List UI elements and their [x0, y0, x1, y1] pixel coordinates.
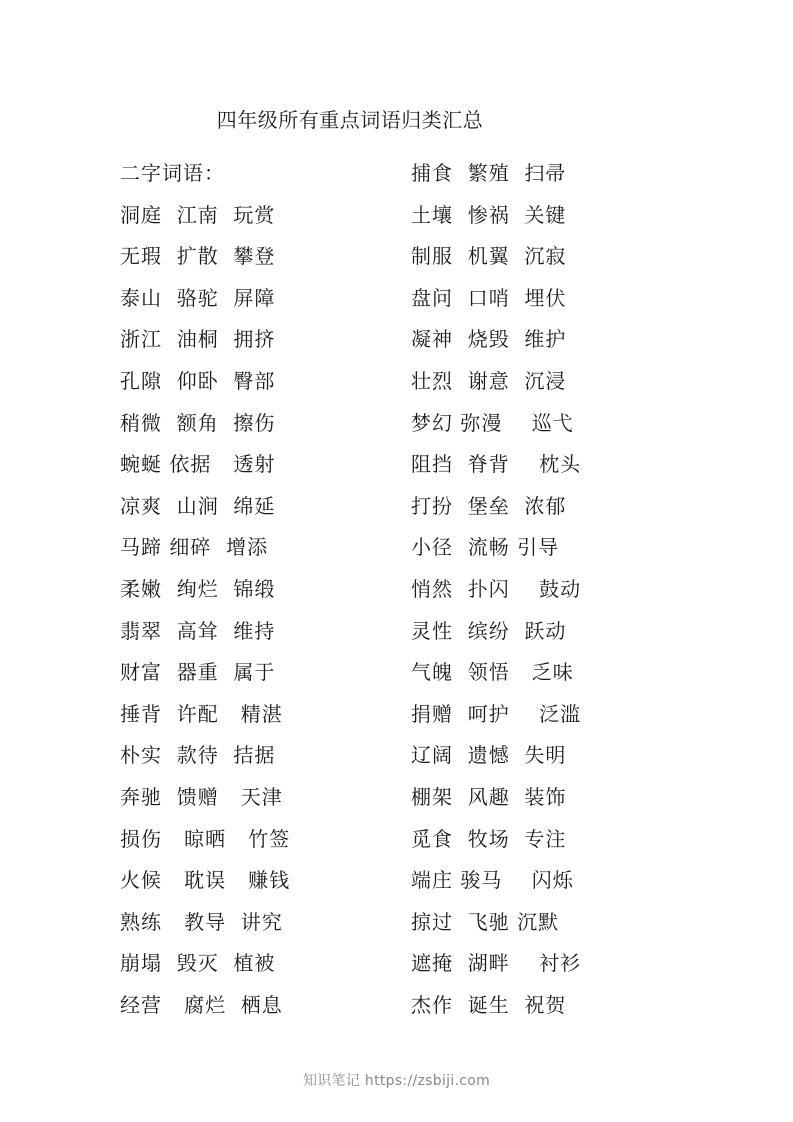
- word-row: 捐赠 呵护 泛滥: [411, 701, 582, 726]
- word-row: 无瑕 扩散 攀登: [120, 244, 276, 269]
- word-row: 壮烈 谢意 沉浸: [411, 368, 567, 393]
- page-title: 四年级所有重点词语归类汇总: [216, 108, 484, 132]
- word-row: 损伤 晾晒 竹签: [120, 826, 291, 851]
- word-row: 觅食 牧场 专注: [411, 826, 567, 851]
- word-row: 阻挡 脊背 枕头: [411, 452, 582, 477]
- section-heading: 二字词语：: [120, 161, 225, 185]
- word-row: 朴实 款待 拮据: [120, 743, 276, 768]
- word-row: 凉爽 山涧 绵延: [120, 493, 276, 518]
- word-row: 气魄 领悟 乏味: [411, 660, 574, 685]
- word-list-right: [411, 155, 581, 1028]
- word-row: 遮掩 湖畔 衬衫: [411, 951, 582, 976]
- footer-watermark: 知识笔记 https://zsbiji.com: [302, 1073, 491, 1089]
- word-row: 端庄 骏马 闪烁: [411, 868, 574, 893]
- word-row: 掠过 飞驰 沉默: [411, 909, 560, 934]
- word-row: 捕食 繁殖 扫帚: [411, 161, 567, 185]
- word-row: 辽阔 遗憾 失明: [411, 743, 567, 768]
- word-row: 马蹄 细碎 增添: [120, 535, 269, 560]
- word-row: 土壤 惨祸 关键: [411, 202, 567, 227]
- word-row: 杰作 诞生 祝贺: [411, 992, 567, 1017]
- word-row: 柔嫩 绚烂 锦缎: [120, 576, 276, 601]
- word-row: 小径 流畅 引导: [411, 535, 560, 560]
- word-row: 棚架 风趣 装饰: [411, 784, 567, 809]
- word-row: 蜿蜒 依据 透射: [120, 452, 276, 477]
- word-list-left: [120, 155, 290, 1028]
- word-row: 打扮 堡垒 浓郁: [411, 493, 567, 518]
- word-row: 孔隙 仰卧 臀部: [120, 368, 276, 393]
- word-row: 经营 腐烂 栖息: [120, 992, 283, 1017]
- word-row: 熟练 教导 讲究: [120, 909, 283, 934]
- word-row: 奔驰 馈赠 天津: [120, 784, 283, 809]
- word-row: 稍微 额角 擦伤: [120, 410, 276, 435]
- word-row: 翡翠 高耸 维持: [120, 618, 276, 643]
- word-row: 悄然 扑闪 鼓动: [411, 576, 582, 601]
- word-row: 财富 器重 属于: [120, 660, 276, 685]
- word-row: 灵性 缤纷 跃动: [411, 618, 567, 643]
- word-row: 泰山 骆驼 屏障: [120, 285, 276, 310]
- word-row: 捶背 许配 精湛: [120, 701, 283, 726]
- word-row: 梦幻 弥漫 巡弋: [411, 410, 574, 435]
- word-row: 洞庭 江南 玩赏: [120, 202, 276, 227]
- word-row: 浙江 油桐 拥挤: [120, 327, 276, 352]
- word-row: 凝神 烧毁 维护: [411, 327, 567, 352]
- word-row: 盘问 口哨 埋伏: [411, 285, 567, 310]
- word-row: 火候 耽误 赚钱: [120, 868, 291, 893]
- word-row: 制服 机翼 沉寂: [411, 244, 567, 269]
- word-row: 崩塌 毁灭 植被: [120, 951, 276, 976]
